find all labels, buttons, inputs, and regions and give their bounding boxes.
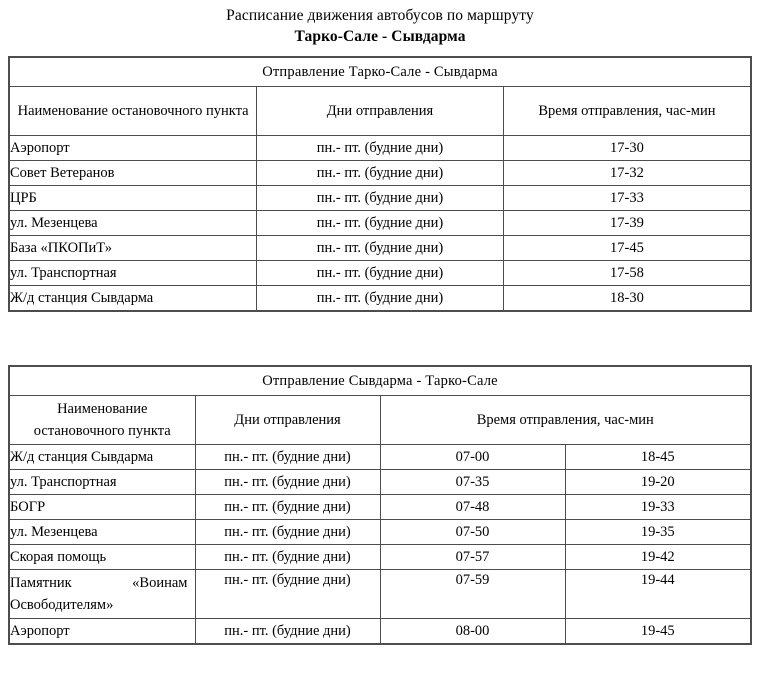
schedule-table-inbound-wrapper bbox=[8, 365, 752, 645]
cell-stop-name: Ж/д станция Сывдарма bbox=[10, 445, 195, 470]
table-row bbox=[10, 261, 750, 286]
cell-departure-time: 17-45 bbox=[503, 236, 750, 261]
cell-departure-time-evening: 19-33 bbox=[565, 495, 750, 520]
cell-stop-name: ул. Мезенцева bbox=[10, 520, 195, 545]
column-header-time: Время отправления, час-мин bbox=[503, 87, 750, 136]
cell-days: пн.- пт. (будние дни) bbox=[195, 619, 380, 644]
table-banner-row bbox=[10, 367, 750, 396]
column-header-stop-name: Наименование остановочного пункта bbox=[10, 396, 195, 445]
cell-departure-time: 17-30 bbox=[503, 136, 750, 161]
cell-departure-time-morning: 07-59 bbox=[380, 570, 565, 619]
table-row bbox=[10, 545, 750, 570]
table-row bbox=[10, 236, 750, 261]
schedule-table-outbound bbox=[10, 58, 750, 310]
cell-days: пн.- пт. (будние дни) bbox=[257, 261, 504, 286]
table-banner-inbound: Отправление Сывдарма - Тарко-Сале bbox=[10, 367, 750, 396]
cell-stop-name: ул. Транспортная bbox=[10, 470, 195, 495]
cell-days: пн.- пт. (будние дни) bbox=[257, 186, 504, 211]
column-header-days: Дни отправления bbox=[257, 87, 504, 136]
cell-days: пн.- пт. (будние дни) bbox=[195, 495, 380, 520]
cell-stop-name: БОГР bbox=[10, 495, 195, 520]
cell-departure-time-morning: 08-00 bbox=[380, 619, 565, 644]
document-title-line2: Тарко-Сале - Сывдарма bbox=[294, 28, 466, 45]
cell-days: пн.- пт. (будние дни) bbox=[195, 445, 380, 470]
cell-stop-name: Совет Ветеранов bbox=[10, 161, 257, 186]
cell-departure-time-morning: 07-35 bbox=[380, 470, 565, 495]
cell-departure-time: 17-58 bbox=[503, 261, 750, 286]
cell-departure-time-evening: 19-35 bbox=[565, 520, 750, 545]
table-row bbox=[10, 570, 750, 619]
cell-departure-time-evening: 19-42 bbox=[565, 545, 750, 570]
cell-days: пн.- пт. (будние дни) bbox=[195, 545, 380, 570]
table-row bbox=[10, 136, 750, 161]
cell-stop-name: Памятник «Воинам Освободителям» bbox=[10, 570, 195, 619]
table-row bbox=[10, 161, 750, 186]
table-banner-outbound: Отправление Тарко-Сале - Сывдарма bbox=[10, 58, 750, 87]
cell-departure-time-evening: 18-45 bbox=[565, 445, 750, 470]
cell-days: пн.- пт. (будние дни) bbox=[195, 470, 380, 495]
cell-stop-name: База «ПКОПиТ» bbox=[10, 236, 257, 261]
cell-departure-time-morning: 07-00 bbox=[380, 445, 565, 470]
cell-stop-name: Аэропорт bbox=[10, 619, 195, 644]
table-row bbox=[10, 619, 750, 644]
title-table-spacer bbox=[0, 47, 760, 56]
cell-days: пн.- пт. (будние дни) bbox=[195, 570, 380, 619]
schedule-table-inbound bbox=[10, 367, 750, 643]
table-row bbox=[10, 520, 750, 545]
cell-departure-time: 17-33 bbox=[503, 186, 750, 211]
cell-days: пн.- пт. (будние дни) bbox=[257, 161, 504, 186]
cell-departure-time-evening: 19-20 bbox=[565, 470, 750, 495]
cell-days: пн.- пт. (будние дни) bbox=[195, 520, 380, 545]
cell-stop-name: Скорая помощь bbox=[10, 545, 195, 570]
cell-stop-name: ул. Мезенцева bbox=[10, 211, 257, 236]
table-row bbox=[10, 286, 750, 311]
table-row bbox=[10, 186, 750, 211]
table-row bbox=[10, 445, 750, 470]
document-title bbox=[0, 0, 760, 47]
cell-days: пн.- пт. (будние дни) bbox=[257, 236, 504, 261]
column-header-stop-name: Наименование остановочного пункта bbox=[10, 87, 257, 136]
cell-stop-name: ул. Транспортная bbox=[10, 261, 257, 286]
cell-departure-time: 17-32 bbox=[503, 161, 750, 186]
tables-spacer bbox=[0, 312, 760, 365]
cell-stop-name: Аэропорт bbox=[10, 136, 257, 161]
cell-stop-name: Ж/д станция Сывдарма bbox=[10, 286, 257, 311]
column-header-time: Время отправления, час-мин bbox=[380, 396, 750, 445]
column-header-days: Дни отправления bbox=[195, 396, 380, 445]
document-title-line1: Расписание движения автобусов по маршруту bbox=[226, 7, 534, 24]
schedule-table-outbound-wrapper bbox=[8, 56, 752, 312]
cell-departure-time: 18-30 bbox=[503, 286, 750, 311]
cell-departure-time-morning: 07-50 bbox=[380, 520, 565, 545]
cell-days: пн.- пт. (будние дни) bbox=[257, 211, 504, 236]
cell-departure-time-evening: 19-44 bbox=[565, 570, 750, 619]
cell-departure-time-morning: 07-48 bbox=[380, 495, 565, 520]
table-row bbox=[10, 495, 750, 520]
table-header-row bbox=[10, 396, 750, 445]
table-header-row bbox=[10, 87, 750, 136]
cell-days: пн.- пт. (будние дни) bbox=[257, 286, 504, 311]
cell-stop-name: ЦРБ bbox=[10, 186, 257, 211]
table-banner-row bbox=[10, 58, 750, 87]
table-row bbox=[10, 211, 750, 236]
cell-days: пн.- пт. (будние дни) bbox=[257, 136, 504, 161]
cell-departure-time-evening: 19-45 bbox=[565, 619, 750, 644]
cell-departure-time-morning: 07-57 bbox=[380, 545, 565, 570]
cell-departure-time: 17-39 bbox=[503, 211, 750, 236]
table-row bbox=[10, 470, 750, 495]
